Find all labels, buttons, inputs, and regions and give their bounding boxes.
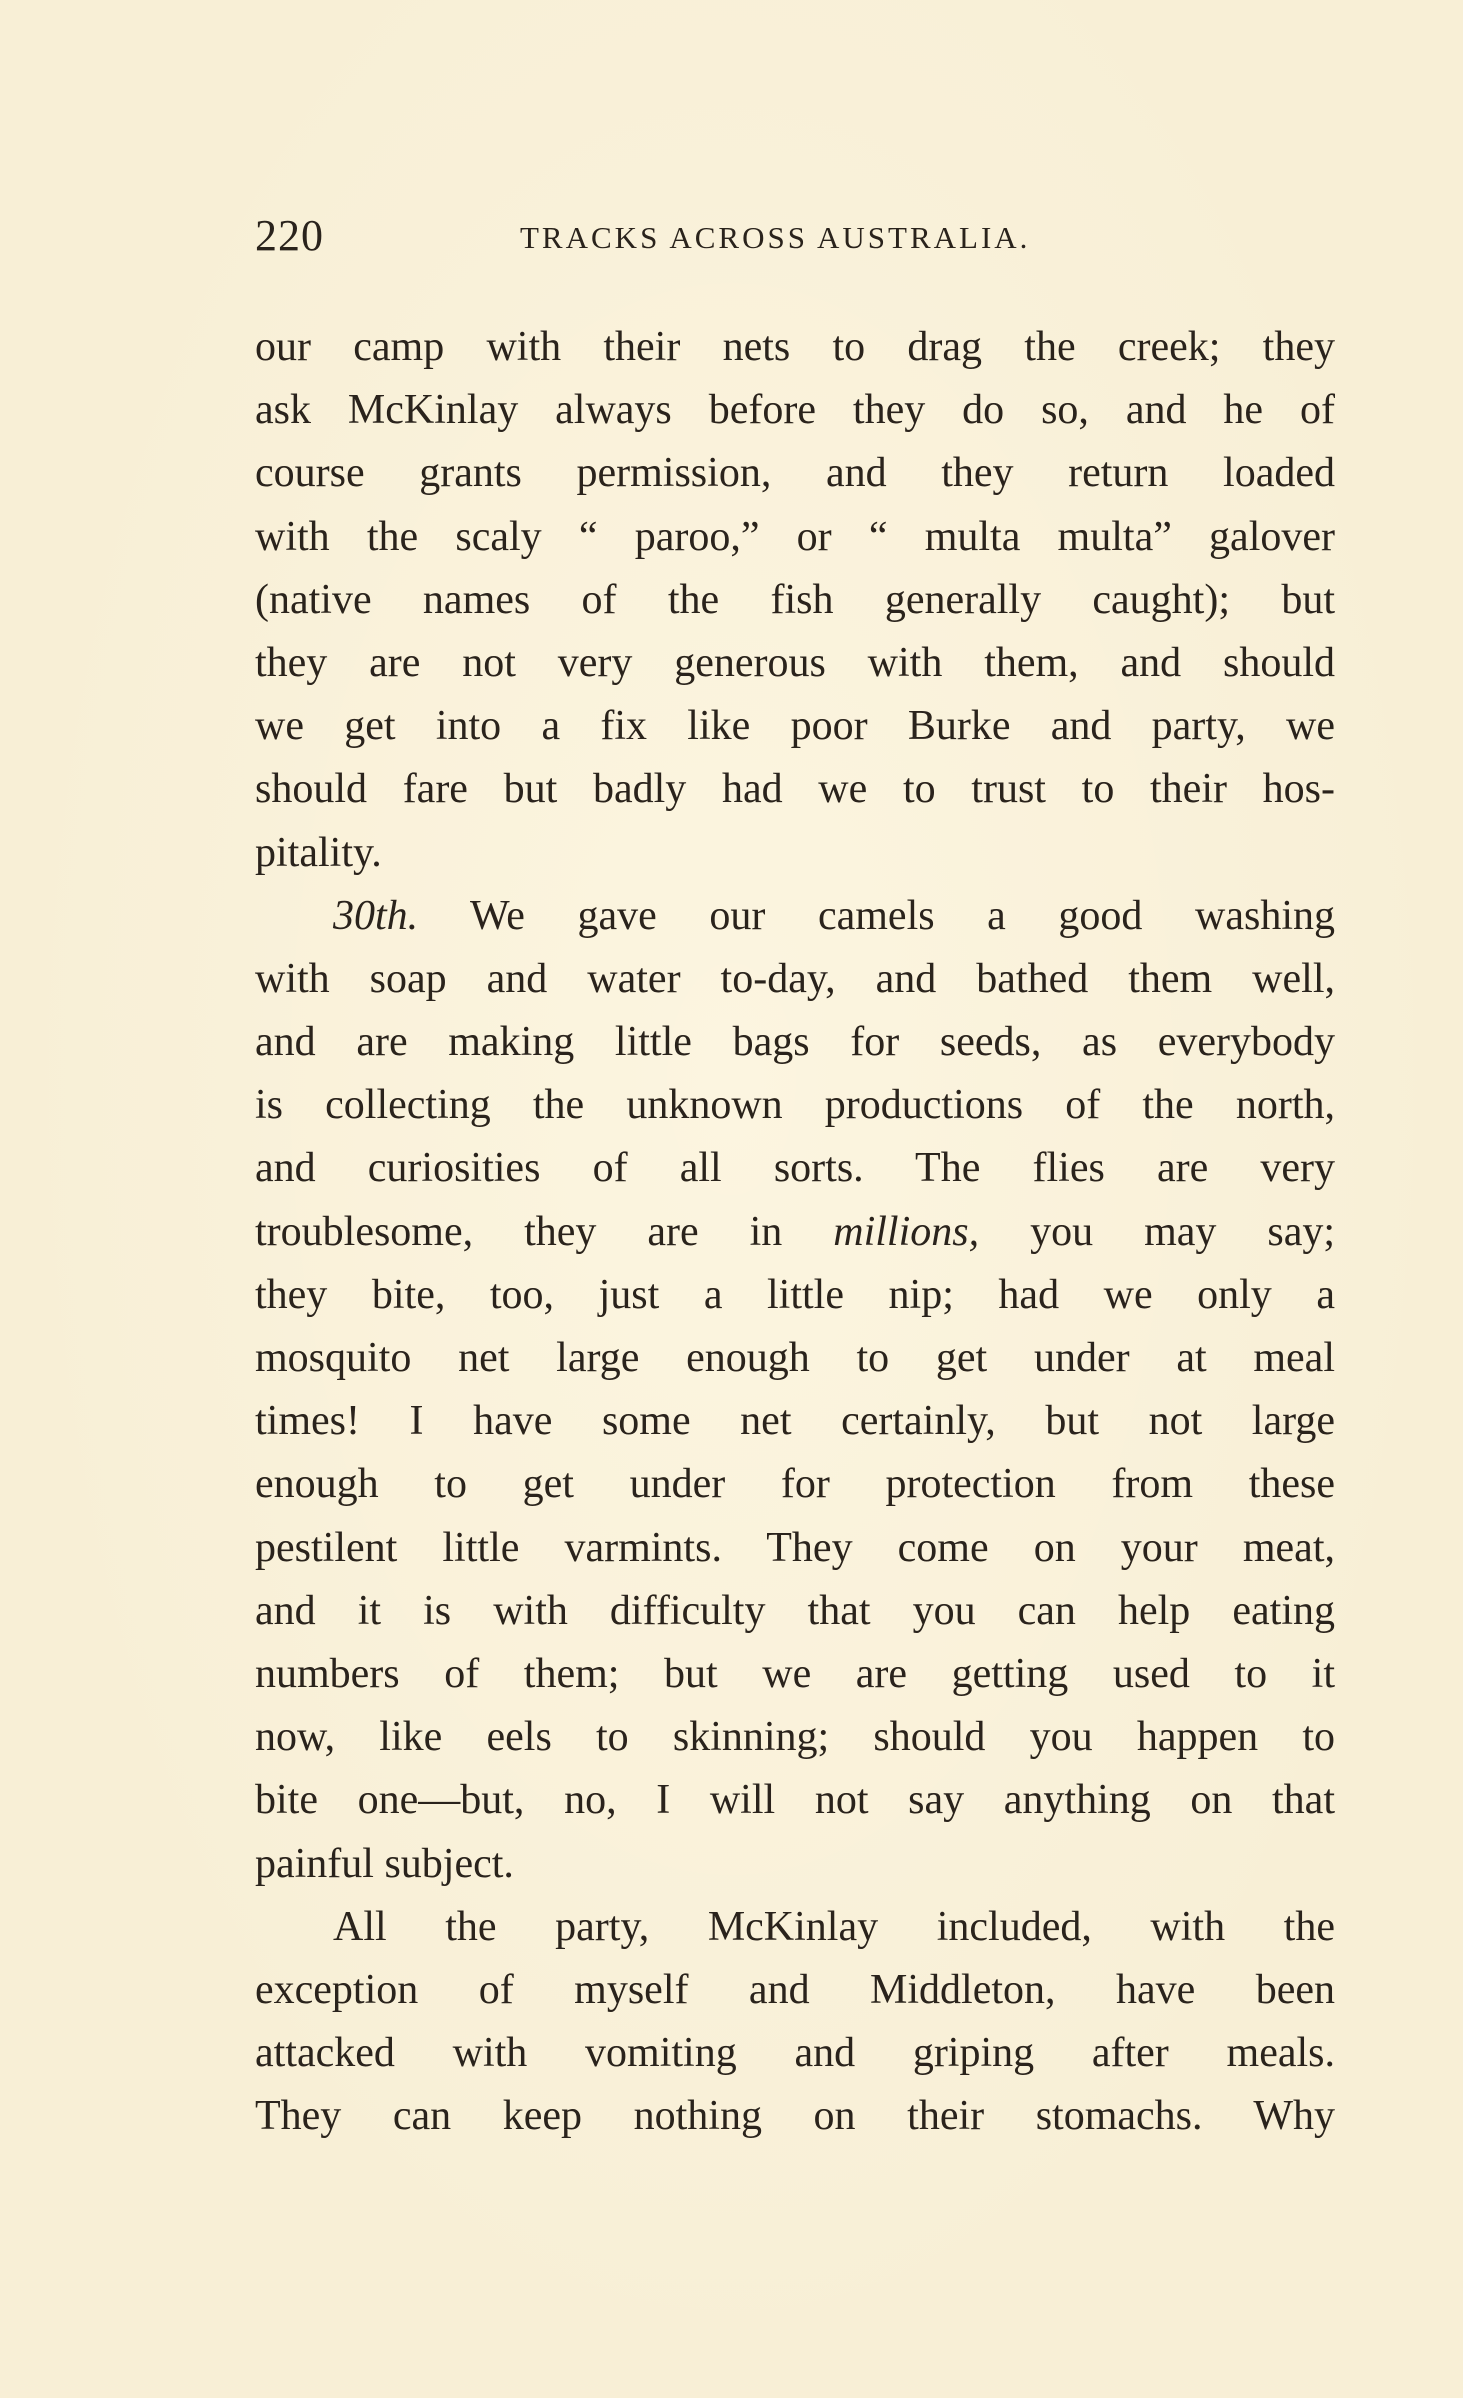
text-line: pestilent little varmints. They come on your meat,	[255, 1524, 1335, 1571]
text-line: enough to get under for protection from these	[255, 1461, 1335, 1508]
entry-line: 30th. We gave our camels a good washing	[333, 892, 1335, 939]
text-line: mosquito net large enough to get under at meal	[255, 1335, 1335, 1381]
page-number: 220	[255, 211, 324, 260]
text-line: ask McKinlay always before they do so, and he of	[255, 387, 1335, 434]
text-line: attacked with vomiting and griping after meals.	[255, 2030, 1335, 2077]
text-line: exception of myself and Middleton, have been	[255, 1966, 1335, 2013]
text-line: and it is with difficulty that you can help eating	[255, 1587, 1335, 1634]
entry-date: 30th.	[333, 892, 419, 939]
text-line: with the scaly “ paroo,” or “ multa multa” galover	[255, 513, 1335, 560]
body-text	[255, 316, 1335, 2148]
running-title: TRACKS ACROSS AUSTRALIA.	[520, 220, 1031, 255]
text-line: and are making little bags for seeds, as everybody	[255, 1019, 1335, 1066]
text-line: is collecting the unknown productions of the north,	[255, 1082, 1335, 1129]
text-line: (native names of the fish generally caught); but	[255, 576, 1335, 623]
text-line: course grants permission, and they return loaded	[255, 450, 1335, 497]
text-line: our camp with their nets to drag the creek; they	[255, 324, 1335, 370]
text-line: painful subject.	[255, 1840, 514, 1887]
text-line: bite one—but, no, I will not say anything on that	[255, 1777, 1335, 1824]
text-line: and curiosities of all sorts. The flies are very	[255, 1145, 1335, 1192]
emphasis: millions,	[833, 1208, 980, 1255]
page-header	[255, 208, 1335, 264]
text-line: with soap and water to-day, and bathed them well,	[255, 955, 1335, 1002]
text-line: they bite, too, just a little nip; had we only a	[255, 1271, 1335, 1318]
text-line: All the party, McKinlay included, with the	[333, 1903, 1335, 1950]
text-line: now, like eels to skinning; should you happen to	[255, 1714, 1335, 1761]
text-line: troublesome, they are in millions, you may say;	[255, 1208, 1335, 1255]
text-line: They can keep nothing on their stomachs. Why	[255, 2093, 1335, 2140]
text-line: numbers of them; but we are getting used to it	[255, 1650, 1335, 1697]
text-line: pitality.	[255, 829, 382, 876]
text-line: should fare but badly had we to trust to their hos-	[255, 766, 1335, 813]
text-line: times! I have some net certainly, but not large	[255, 1398, 1335, 1445]
text-line: they are not very generous with them, and should	[255, 639, 1335, 686]
text-line: we get into a fix like poor Burke and party, we	[255, 703, 1335, 750]
